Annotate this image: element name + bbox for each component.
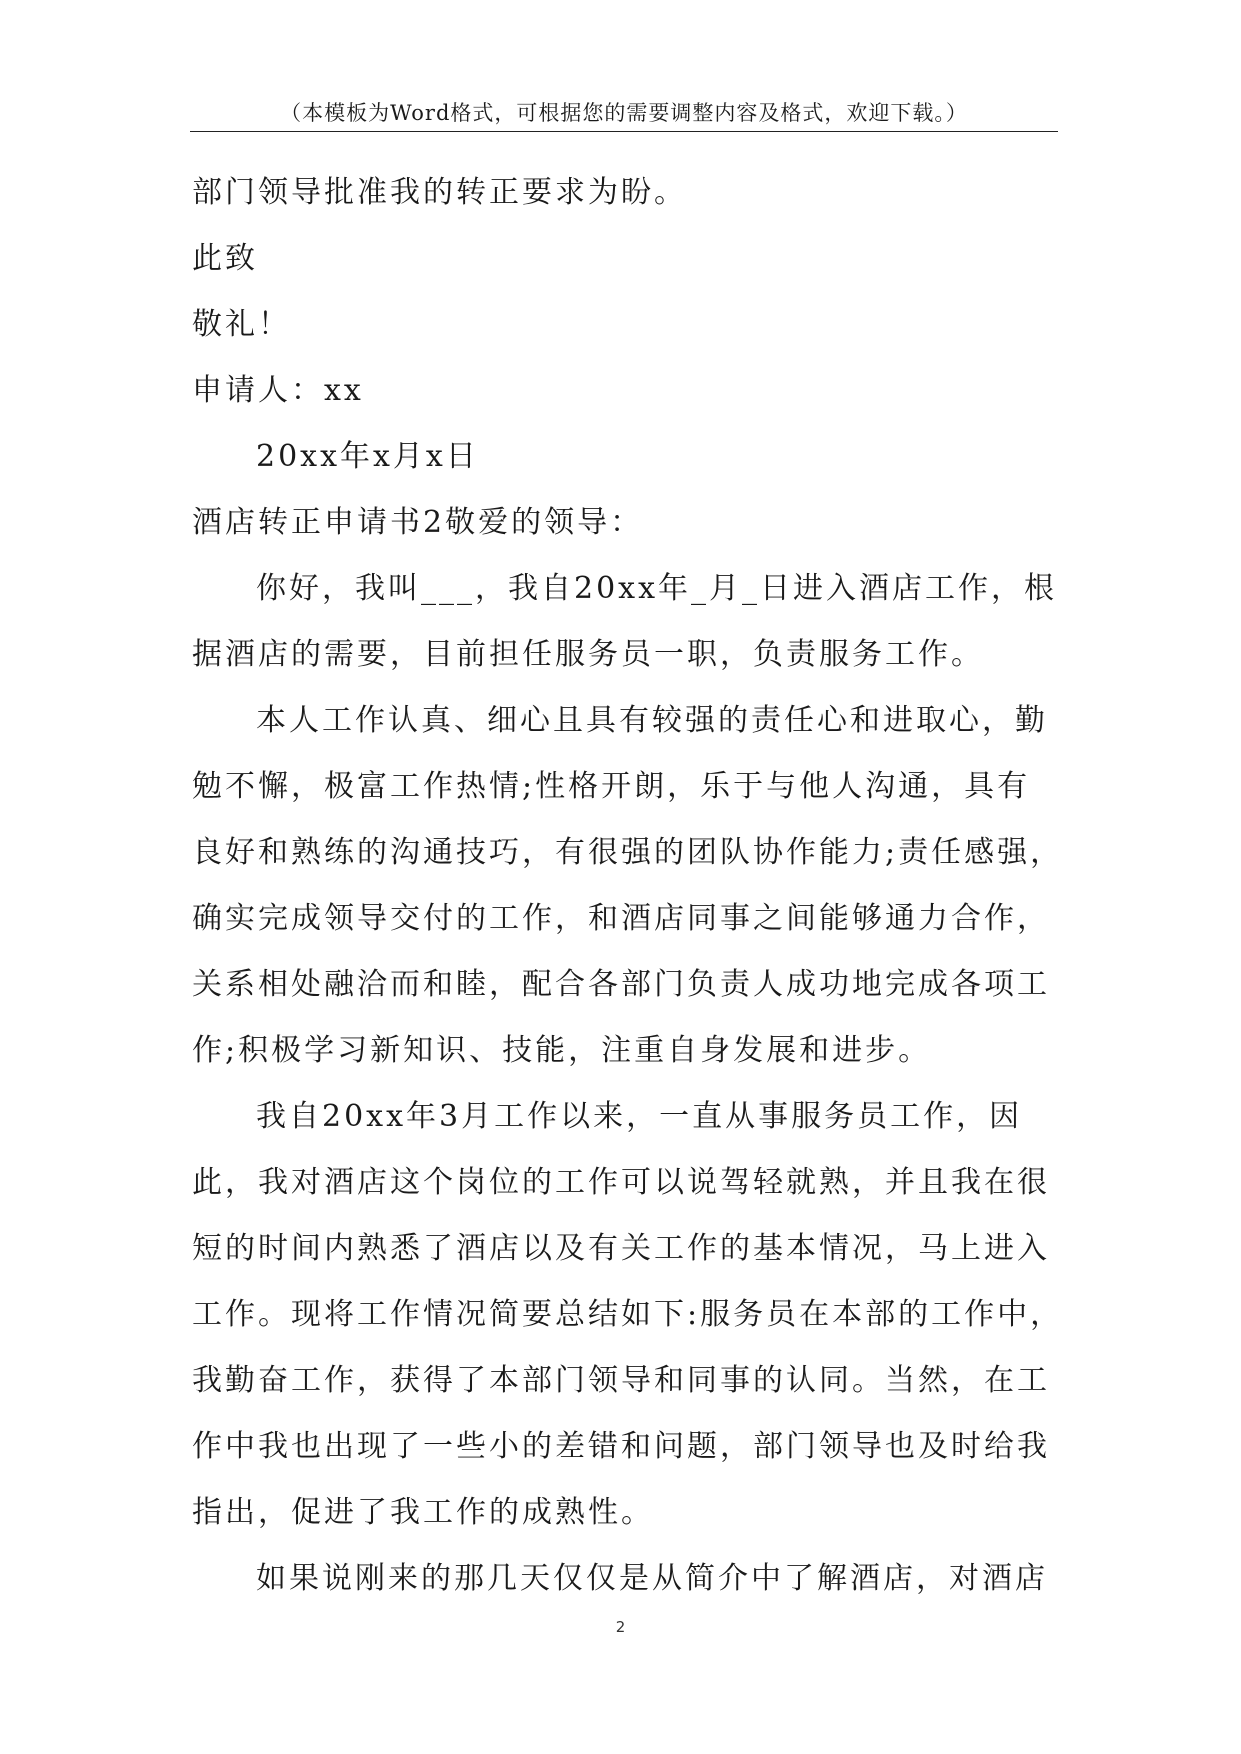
body-line: 此致 (192, 241, 258, 276)
body-line: 据酒店的需要，目前担任服务员一职，负责服务工作。 (192, 637, 984, 672)
body-line: 你好，我叫___，我自20xx年_月_日进入酒店工作，根 (256, 571, 1058, 606)
body-line: 此，我对酒店这个岗位的工作可以说驾轻就熟，并且我在很 (192, 1165, 1050, 1200)
body-line: 部门领导批准我的转正要求为盼。 (192, 175, 687, 210)
body-line: 作中我也出现了一些小的差错和问题，部门领导也及时给我 (192, 1429, 1050, 1464)
page-header: （本模板为Word格式，可根据您的需要调整内容及格式，欢迎下载。） (280, 101, 968, 125)
body-line: 本人工作认真、细心且具有较强的责任心和进取心，勤 (256, 703, 1048, 738)
body-line: 确实完成领导交付的工作，和酒店同事之间能够通力合作， (192, 901, 1050, 936)
body-line: 指出，促进了我工作的成熟性。 (192, 1495, 654, 1530)
header-divider (190, 131, 1058, 132)
body-line: 如果说刚来的那几天仅仅是从简介中了解酒店，对酒店 (256, 1561, 1048, 1596)
body-line: 我勤奋工作，获得了本部门领导和同事的认同。当然，在工 (192, 1363, 1050, 1398)
document-body (192, 160, 1072, 1612)
body-line: 勉不懈，极富工作热情;性格开朗，乐于与他人沟通，具有 (192, 769, 1031, 804)
body-line: 20xx年x月x日 (256, 439, 479, 474)
body-line: 良好和熟练的沟通技巧，有很强的团队协作能力;责任感强， (192, 835, 1064, 870)
body-line: 关系相处融洽而和睦，配合各部门负责人成功地完成各项工 (192, 967, 1050, 1002)
body-line: 敬礼！ (192, 307, 291, 342)
body-line: 作;积极学习新知识、技能，注重自身发展和进步。 (192, 1033, 932, 1068)
body-line: 申请人：xx (192, 373, 364, 408)
body-line: 我自20xx年3月工作以来，一直从事服务员工作，因 (256, 1099, 1023, 1134)
page-number: 2 (615, 1618, 626, 1636)
body-line: 工作。现将工作情况简要总结如下:服务员在本部的工作中， (192, 1297, 1064, 1332)
body-line: 短的时间内熟悉了酒店以及有关工作的基本情况，马上进入 (192, 1231, 1050, 1266)
body-line: 酒店转正申请书2敬爱的领导： (192, 505, 644, 540)
